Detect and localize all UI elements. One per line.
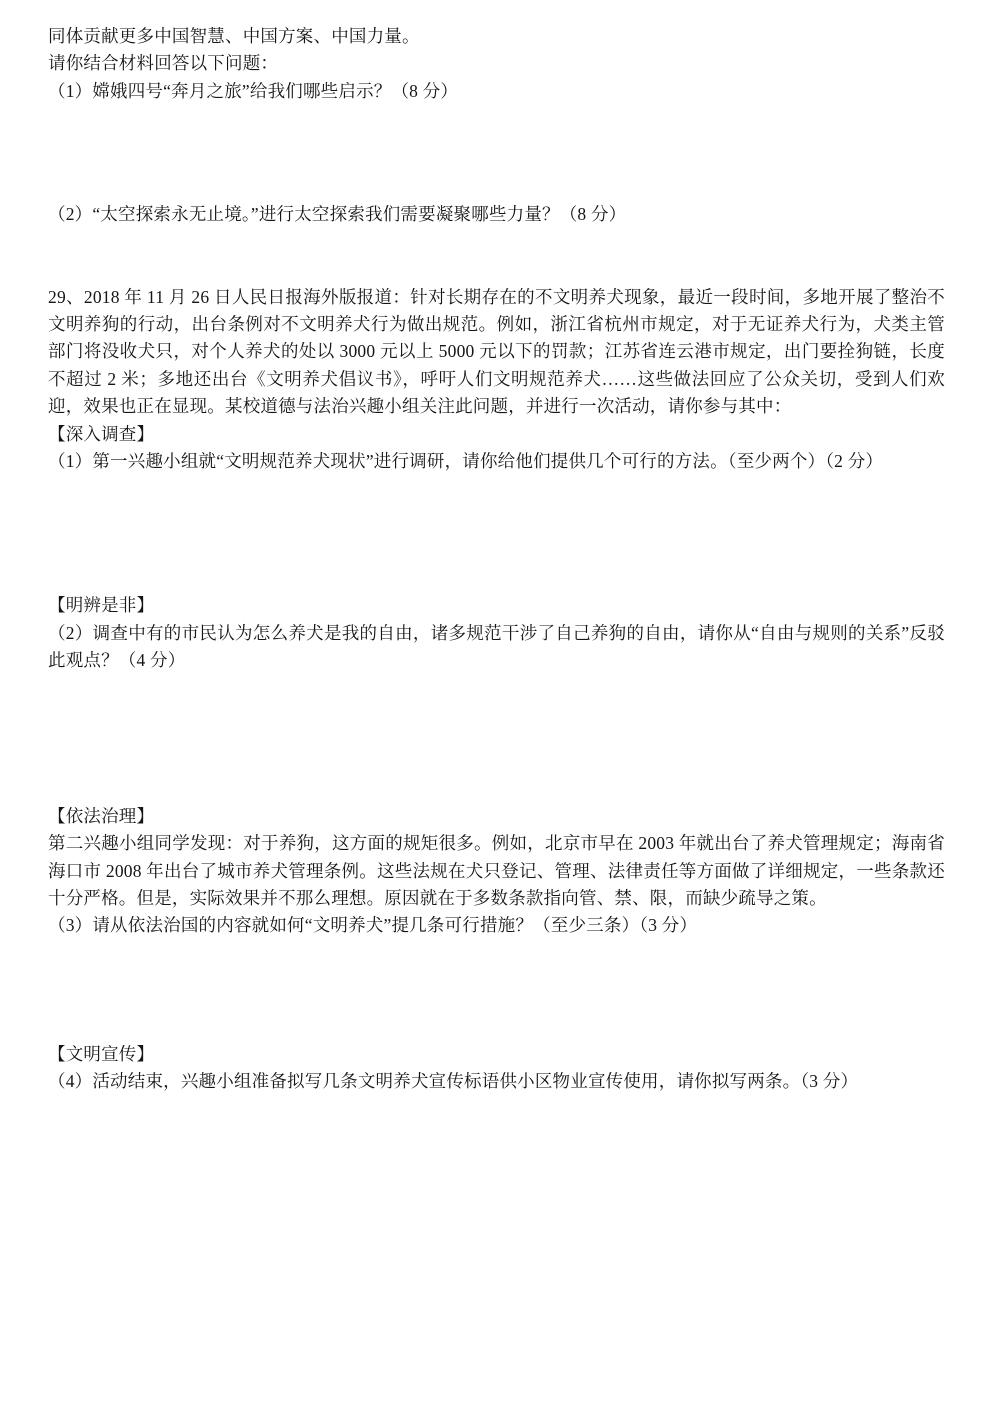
question-28-part1: （1）嫦娥四号“奔月之旅”给我们哪些启示？（8 分） [48,80,459,101]
section-header-survey: 【深入调查】 [48,423,155,444]
section-header-law: 【依法治理】 [48,805,155,826]
section-header-publicity: 【文明宣传】 [48,1043,155,1064]
section-header-judge: 【明辨是非】 [48,595,155,616]
question-29-law-material: 第二兴趣小组同学发现：对于养狗，这方面的规矩很多。例如，北京市早在 2003 年就出台了养犬管理规定；海南省海口市 2008 年出台了城市养犬管理条例。这些法规在犬只登记、管理、法律责任等方面做了详细规定，一些条款还十分严格。但是，实际效果并不那么理想。原因就在于多数条款指向管、禁、限，而缺少疏导之策。 [48,833,945,908]
question-28-part2: （2）“太空探索永无止境。”进行太空探索我们需要凝聚哪些力量？（8 分） [48,204,627,225]
question-29-part1: （1）第一兴趣小组就“文明规范养犬现状”进行调研，请你给他们提供几个可行的方法。（至少两个）（2 分） [48,451,884,472]
question-29-part2: （2）调查中有的市民认为怎么养犬是我的自由，诸多规范干涉了自己养狗的自由，请你从“自由与规则的关系”反驳此观点？（4 分） [48,622,945,671]
question-29-part4: （4）活动结束，兴趣小组准备拟写几条文明养犬宣传标语供小区物业宣传使用，请你拟写两条。（3 分） [48,1071,859,1092]
intro-continuation-line: 同体贡献更多中国智慧、中国方案、中国力量。 [48,26,420,46]
question-29-part3: （3）请从依法治国的内容就如何“文明养犬”提几条可行措施？（至少三条）（3 分） [48,915,698,936]
question-29-stem: 29、2018 年 11 月 26 日人民日报海外版报道：针对长期存在的不文明养犬现象，最近一段时间，多地开展了整治不文明养狗的行动，出台条例对不文明养犬行为做出规范。例如，浙江省杭州市规定，对于无证养犬行为，犬类主管部门将没收犬只，对个人养犬的处以 3000 元以上 5000 元以下的罚款；江苏省连云港市规定，出门要拴狗链，长度不超过 2 米；多地还出台《文明养犬倡议书》，呼吁人们文明规范养犬……这些做法回应了公众关切，受到人们欢迎，效果也正在显现。某校道德与法治兴趣小组关注此问题，并进行一次活动，请你参与其中： [48,286,945,417]
intro-prompt-line: 请你结合材料回答以下问题： [48,53,279,74]
